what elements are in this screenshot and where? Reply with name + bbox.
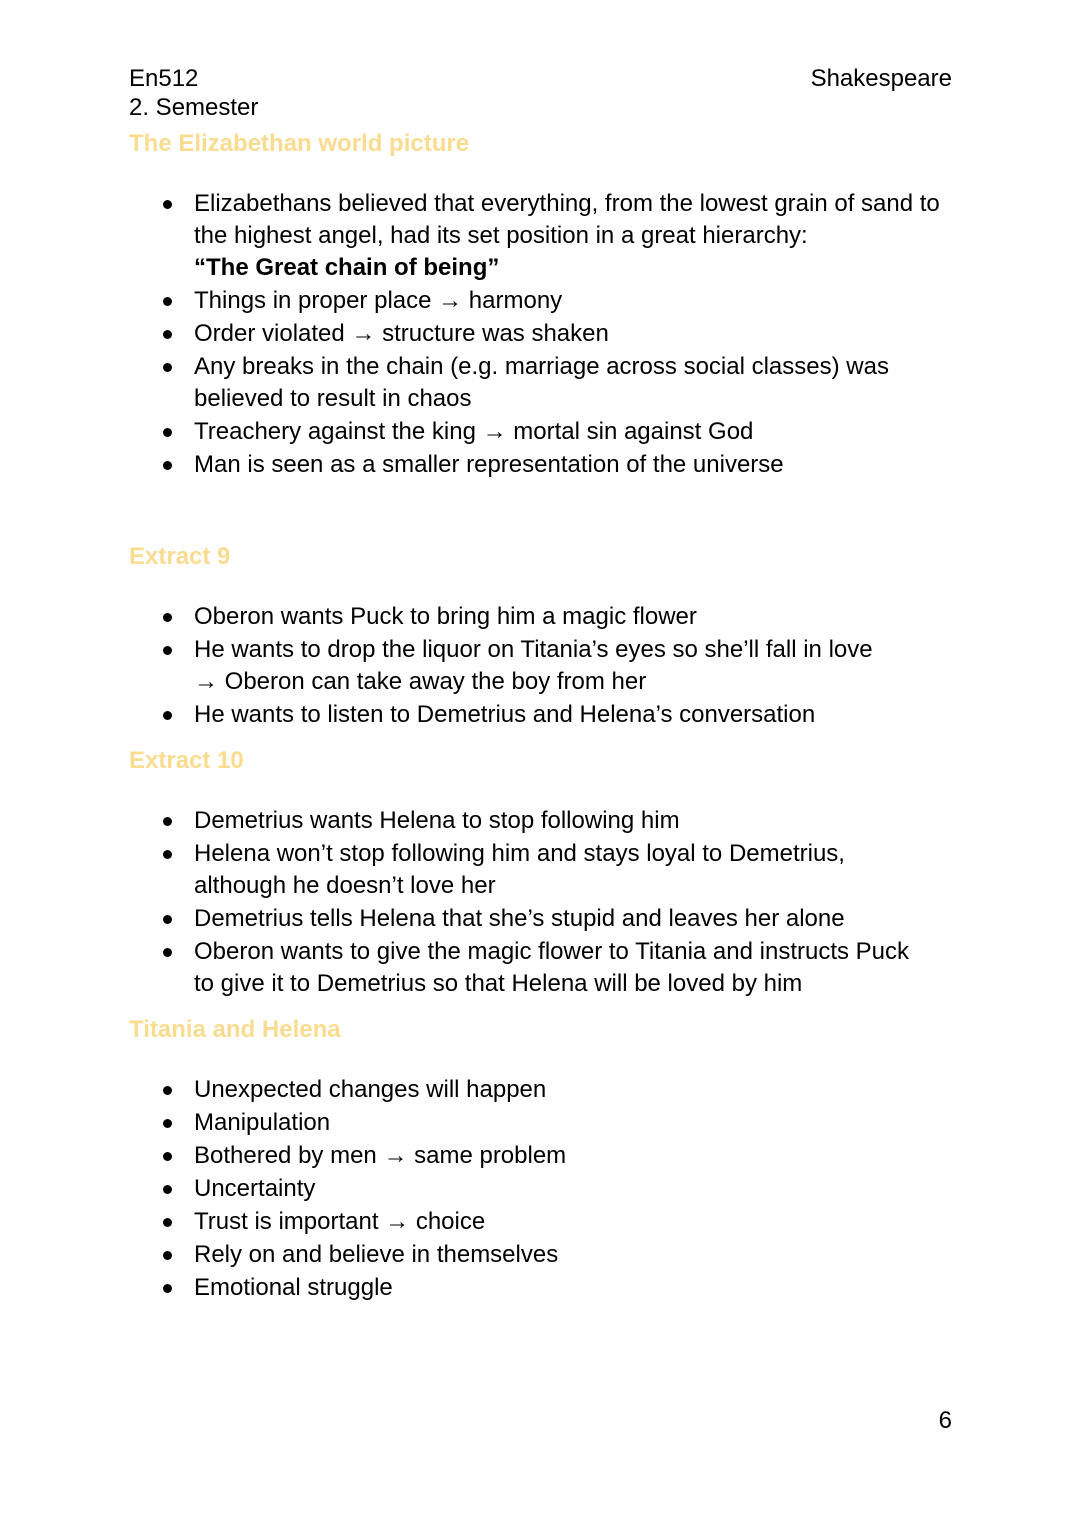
list-item-text: Things in proper place → harmony: [194, 287, 563, 314]
list-item: [129, 1239, 959, 1271]
list-item-text: He wants to drop the liquor on Titania’s eyes so she’ll fall in love: [194, 636, 873, 663]
list-item-text: Unexpected changes will happen: [194, 1076, 547, 1103]
bullet-icon: [163, 948, 172, 957]
bullet-icon: [163, 1218, 172, 1227]
subject-label: Shakespeare: [810, 65, 952, 92]
list-item-text: Man is seen as a smaller representation of the universe: [194, 451, 784, 478]
list-item-text: Any breaks in the chain (e.g. marriage across social classes) was believed to result in chaos: [194, 353, 889, 412]
list-item: [129, 1272, 959, 1304]
list-item: [129, 936, 929, 1000]
list-item: [129, 601, 959, 633]
list-item-text: Emotional struggle: [194, 1274, 393, 1301]
list-item-text: Trust is important → choice: [194, 1208, 486, 1235]
bullet-icon: [163, 330, 172, 339]
bullet-icon: [163, 613, 172, 622]
bullet-icon: [163, 200, 172, 209]
list-item-text: He wants to listen to Demetrius and Helena’s conversation: [194, 701, 816, 728]
section-list-titania-helena: [129, 1074, 959, 1305]
list-item-text: Demetrius wants Helena to stop following him: [194, 807, 680, 834]
list-item: [129, 318, 959, 350]
section-list-elizabethan: [129, 188, 959, 482]
list-item-continuation: → Oberon can take away the boy from her: [194, 668, 647, 695]
list-item: [129, 449, 959, 481]
list-item: [129, 1074, 959, 1106]
list-item-text: Treachery against the king → mortal sin against God: [194, 418, 754, 445]
section-title-extract-10: Extract 10: [129, 747, 244, 774]
list-item: [129, 1206, 959, 1238]
list-item: [129, 903, 929, 935]
list-item: [129, 1107, 959, 1139]
bullet-icon: [163, 1251, 172, 1260]
list-item-text: Bothered by men → same problem: [194, 1142, 567, 1169]
list-item: [129, 699, 959, 731]
list-item: [129, 634, 959, 698]
bullet-icon: [163, 915, 172, 924]
list-item: [129, 1173, 959, 1205]
list-item-text: Oberon wants to give the magic flower to Titania and instructs Puck to give it to Demetrius so that Helena will be loved by him: [194, 938, 910, 997]
section-title-elizabethan: The Elizabethan world picture: [129, 130, 470, 157]
list-item: [129, 188, 959, 284]
bullet-icon: [163, 363, 172, 372]
semester-label: 2. Semester: [129, 94, 259, 121]
bullet-icon: [163, 850, 172, 859]
list-item-text: Uncertainty: [194, 1175, 316, 1202]
bullet-icon: [163, 461, 172, 470]
bullet-icon: [163, 1284, 172, 1293]
bullet-icon: [163, 646, 172, 655]
list-item-text: Demetrius tells Helena that she’s stupid and leaves her alone: [194, 905, 845, 932]
list-item-text: Order violated → structure was shaken: [194, 320, 609, 347]
list-item: [129, 351, 959, 415]
list-item: [129, 416, 959, 448]
course-code: En512: [129, 65, 199, 92]
section-list-extract-9: [129, 601, 959, 732]
list-item: [129, 838, 929, 902]
bullet-icon: [163, 1119, 172, 1128]
list-item-text: Elizabethans believed that everything, from the lowest grain of sand to the highest angel, had its set position in a great hierarchy:: [194, 190, 940, 249]
list-item: [129, 805, 929, 837]
section-list-extract-10: [129, 805, 929, 1001]
list-item-emphasis: “The Great chain of being”: [194, 254, 500, 281]
list-item-text: Rely on and believe in themselves: [194, 1241, 559, 1268]
section-title-titania-helena: Titania and Helena: [129, 1016, 341, 1043]
section-title-extract-9: Extract 9: [129, 543, 231, 570]
list-item: [129, 285, 959, 317]
bullet-icon: [163, 817, 172, 826]
page-number: 6: [938, 1407, 952, 1434]
bullet-icon: [163, 1086, 172, 1095]
bullet-icon: [163, 711, 172, 720]
bullet-icon: [163, 1185, 172, 1194]
list-item-text: Manipulation: [194, 1109, 331, 1136]
bullet-icon: [163, 297, 172, 306]
header-left: [129, 64, 258, 122]
bullet-icon: [163, 1152, 172, 1161]
list-item-text: Helena won’t stop following him and stays loyal to Demetrius, although he doesn’t love her: [194, 840, 845, 899]
list-item-text: Oberon wants Puck to bring him a magic flower: [194, 603, 697, 630]
bullet-icon: [163, 428, 172, 437]
list-item: [129, 1140, 959, 1172]
